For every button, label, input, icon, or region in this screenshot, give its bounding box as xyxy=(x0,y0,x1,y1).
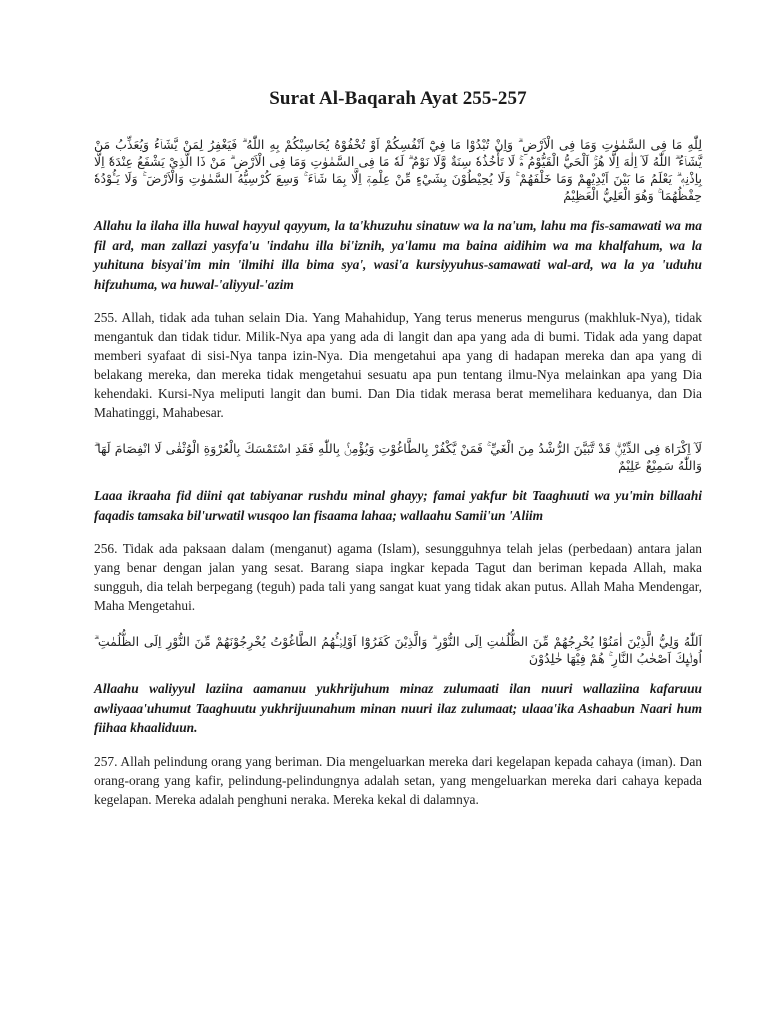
translation-text: 255. Allah, tidak ada tuhan selain Dia. Yang Mahahidup, Yang terus menerus mengurus (makhluk-Nya), tidak mengantuk dan tidak tidur. Milik-Nya apa yang ada di langit dan apa yang ada di bumi. Tidak ada yang dapat memberi syafaat di sisi-Nya tanpa izin-Nya. Dia mengetahui apa yang di hadapan mereka dan apa yang di belakang mereka, dan mereka tidak mengetahui sesuatu apa pun tentang ilmu-Nya melainkan apa yang Dia kehendaki. Kursi-Nya meliputi langit dan bumi. Dan Dia tidak merasa berat memelihara keduanya, dan Dia Mahatinggi, Mahabesar. xyxy=(94,310,702,420)
verse-255 xyxy=(94,136,702,422)
document-page xyxy=(94,88,702,827)
transliteration-text: Laaa ikraaha fid diini qat tabiyanar rushdu minal ghayy; famai yakfur bit Taaghuuti wa yu'min billaahi faqadis tamsaka bil'urwatil wusqoo lan fisaama lahaa; wallaahu Samii'un 'Aliim xyxy=(94,488,702,523)
arabic-text: لَآ اِكْرَاهَ فِى الدِّيْنِۗ قَدْ تَّبَيَّنَ الرُّشْدُ مِنَ الْغَيِّ ۚ فَمَنْ يَّكْفُرْ بِالطَّاغُوْتِ وَيُؤْمِنْۢ بِاللّٰهِ فَقَدِ اسْتَمْسَكَ بِالْعُرْوَةِ الْوُثْقٰى لَا انْفِصَامَ لَهَا ۗ وَاللّٰهُ سَمِيْعٌ عَلِيْمٌ xyxy=(94,441,702,473)
translation-text: 257. Allah pelindung orang yang beriman. Dia mengeluarkan mereka dari kegelapan kepada cahaya (iman). Dan orang-orang yang kafir, pelindung-pelindungnya adalah setan, yang mengeluarkan mereka dari cahaya kepada kegelapan. Mereka adalah penghuni neraka. Mereka kekal di dalamnya. xyxy=(94,753,702,807)
page-title: Surat Al-Baqarah Ayat 255-257 xyxy=(269,88,527,109)
verse-257 xyxy=(94,633,702,809)
arabic-text: لِلّٰهِ مَا فِى السَّمٰوٰتِ وَمَا فِى الْاَرْضِ ۗ وَاِنْ تُبْدُوْا مَا فِيْٓ اَنْفُسِكُمْ اَوْ تُخْفُوْهُ يُحَاسِبْكُمْ بِهِ اللّٰهُ ۗ فَيَغْفِرُ لِمَنْ يَّشَاۤءُ وَيُعَذِّبُ مَنْ يَّشَاۤءُ ۗ اللّٰهُ لَآ اِلٰهَ اِلَّا هُوَۚ اَلْحَيُّ الْقَيُّوْمُ ەۚ لَا تَأْخُذُهٗ سِنَةٌ وَّلَا نَوْمٌ ۗ لَهٗ مَا فِى السَّمٰوٰتِ وَمَا فِى الْاَرْضِ ۗ مَنْ ذَا الَّذِيْ يَشْفَعُ عِنْدَهٗٓ اِلَّا بِاِذْنِهٖ ۗ يَعْلَمُ مَا بَيْنَ اَيْدِيْهِمْ وَمَا خَلْفَهُمْ ۚ وَلَا يُحِيْطُوْنَ بِشَيْءٍ مِّنْ عِلْمِهٖٓ اِلَّا بِمَا شَاۤءَ ۚ وَسِعَ كُرْسِيُّهُ السَّمٰوٰتِ وَالْاَرْضَ ۚ وَلَا يَـُٔوْدُهٗ حِفْظُهُمَا ۚ وَهُوَ الْعَلِيُّ الْعَظِيْمُ xyxy=(94,137,702,203)
transliteration-text: Allaahu waliyyul laziina aamanuu yukhrijuhum minaz zulumaati ilan nuuri wallaziina kafaruuu awliyaaa'uhumut Taaghuutu yukhrijuunahum minan nuuri ilaz zulumaat; ulaaa'ika Ashaabun Naari hum fiihaa khaaliduun. xyxy=(94,681,702,735)
verse-256 xyxy=(94,440,702,615)
arabic-text: اَللّٰهُ وَلِيُّ الَّذِيْنَ اٰمَنُوْا يُخْرِجُهُمْ مِّنَ الظُّلُمٰتِ اِلَى النُّوْرِ ۗ وَالَّذِيْنَ كَفَرُوْٓا اَوْلِيٰۤـُٔهُمُ الطَّاغُوْتُ يُخْرِجُوْنَهُمْ مِّنَ النُّوْرِ اِلَى الظُّلُمٰتِ ۗ اُولٰۤىِٕكَ اَصْحٰبُ النَّارِ ۚ هُمْ فِيْهَا خٰلِدُوْنَ xyxy=(94,634,702,666)
transliteration-text: Allahu la ilaha illa huwal hayyul qayyum, la ta'khuzuhu sinatuw wa la na'um, lahu ma fis-samawati wa ma fil ard, man zallazi yasyfa'u 'indahu illa bi'iznih, ya'lamu ma baina aidihim wa ma khalfahum, wa la yuhituna bisyai'im min 'ilmihi illa bima sya', wasi'a kursiyyuhus-samawati wal-ard, wa la ya 'uduhu hifzuhuma, wa huwal-'aliyyul-'azim xyxy=(94,218,702,292)
translation-text: 256. Tidak ada paksaan dalam (menganut) agama (Islam), sesungguhnya telah jelas (perbedaan) antara jalan yang benar dengan jalan yang sesat. Barang siapa ingkar kepada Tagut dan beriman kepada Allah, maka sungguh, dia telah berpegang (teguh) pada tali yang sangat kuat yang tidak akan putus. Allah Maha Mendengar, Maha Mengetahui. xyxy=(94,541,702,613)
